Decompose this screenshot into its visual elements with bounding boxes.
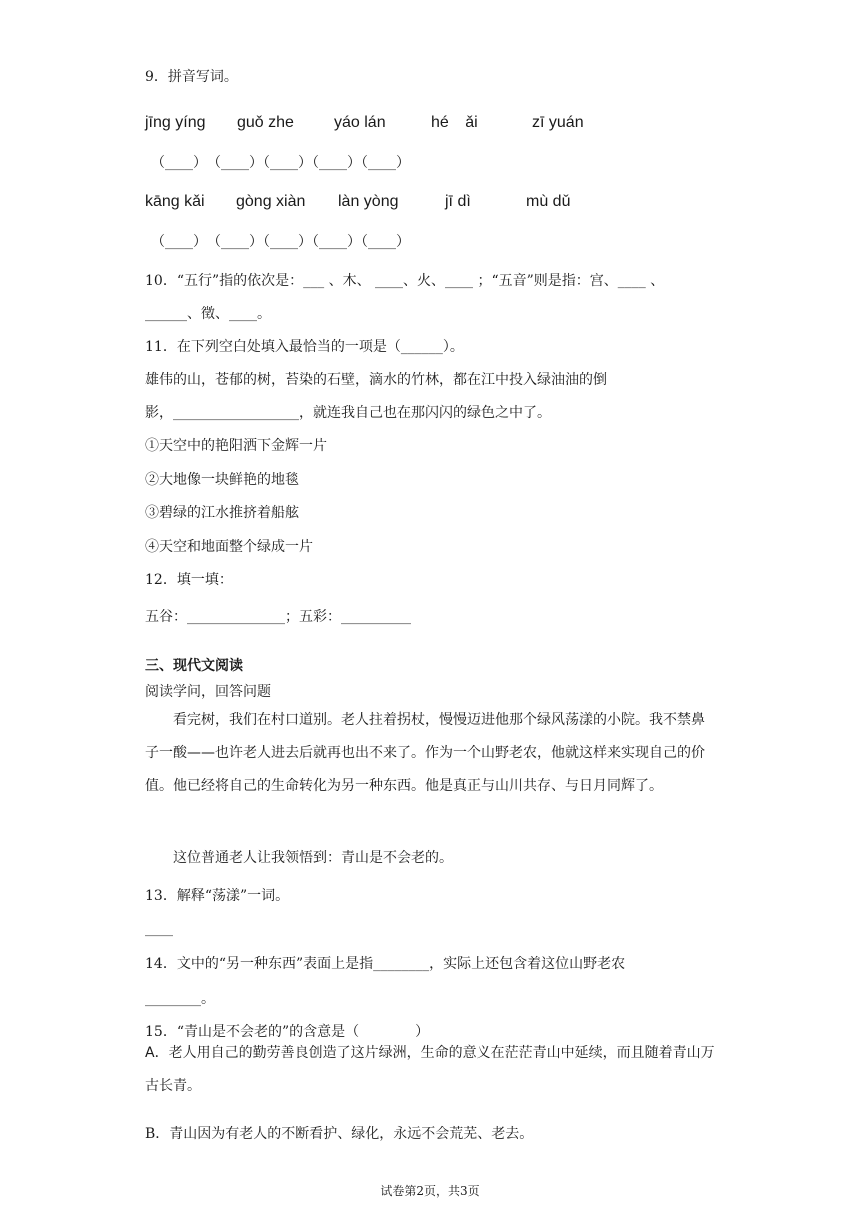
q15-option-a[interactable]: A．老人用自己的勤劳善良创造了这片绿洲，生命的意义在茫茫青山中延续，而且随着青山万古长青。 <box>145 1045 715 1094</box>
reading-passage: 看完树，我们在村口道别。老人拄着拐杖，慢慢迈进他那个绿风荡漾的小院。我不禁鼻子一酸——也许老人进去后就再也出不来了。作为一个山野老农，他就这样来实现自己的价值。他已经将自己的生命转化为另一种东西。他是真正与山川共存、与日月同辉了。 <box>145 712 705 794</box>
reading-instruction: 阅读学问，回答问题 <box>145 684 271 700</box>
q10-line2: ______、徵、____。 <box>145 306 271 322</box>
q9-title: 9．拼音写词。 <box>145 69 238 85</box>
q15-title: 15．“青山是不会老的”的含意是（ ） <box>145 1024 430 1040</box>
pinyin-1: jīng yíng <box>145 114 206 131</box>
q11-option-3[interactable]: ③碧绿的江水推挤着船舷 <box>145 505 299 521</box>
q11-text1: 雄伟的山，苍郁的树，苔染的石壁，滴水的竹林，都在江中投入绿油油的倒 <box>145 372 607 388</box>
q9-answer-blanks-row2[interactable]: （____） （____）（____）（____）（____） <box>151 234 410 250</box>
q11-text2: 影，__________________，就连我自己也在那闪闪的绿色之中了。 <box>145 405 551 421</box>
q11-option-1[interactable]: ①天空中的艳阳洒下金辉一片 <box>145 438 327 454</box>
q15-option-b[interactable]: B．青山因为有老人的不断看护、绿化，永远不会荒芜、老去。 <box>145 1126 534 1142</box>
pinyin-4: hé ǎi <box>431 114 478 131</box>
pinyin-10: mù dǔ <box>526 193 571 210</box>
page-footer: 试卷第2页，共3页 <box>380 1184 480 1198</box>
q13-answer-blank[interactable]: ____ <box>145 921 173 937</box>
pinyin-3: yáo lán <box>334 114 386 131</box>
q11-option-4[interactable]: ④天空和地面整个绿成一片 <box>145 539 313 555</box>
q9-answer-blanks-row1[interactable]: （____） （____）（____）（____）（____） <box>151 155 410 171</box>
q11-title: 11．在下列空白处填入最恰当的一项是（______）。 <box>145 339 464 355</box>
q14-line2: ________。 <box>145 991 215 1007</box>
pinyin-9: jī dì <box>445 193 471 210</box>
q12-title: 12．填一填： <box>145 572 233 588</box>
reading-conclusion: 这位普通老人让我领悟到：青山是不会老的。 <box>173 850 453 866</box>
q14-line1: 14．文中的“另一种东西”表面上是指________，实际上还包含着这位山野老农 <box>145 956 626 972</box>
q11-option-2[interactable]: ②大地像一块鲜艳的地毯 <box>145 472 299 488</box>
q10-line1: 10．“五行”指的依次是：___ 、木、 ____、火、____ ；“五音”则是指：宫、____ 、 <box>145 273 665 289</box>
pinyin-5: zī yuán <box>532 114 584 131</box>
q13-title: 13．解释“荡漾”一词。 <box>145 888 290 904</box>
pinyin-8: làn yòng <box>338 193 399 210</box>
q12-line[interactable]: 五谷：______________；五彩：__________ <box>145 609 411 625</box>
pinyin-7: gòng xiàn <box>236 193 306 210</box>
section-title: 三、现代文阅读 <box>145 658 243 674</box>
pinyin-6: kāng kǎi <box>145 193 205 210</box>
pinyin-2: guǒ zhe <box>237 114 294 131</box>
